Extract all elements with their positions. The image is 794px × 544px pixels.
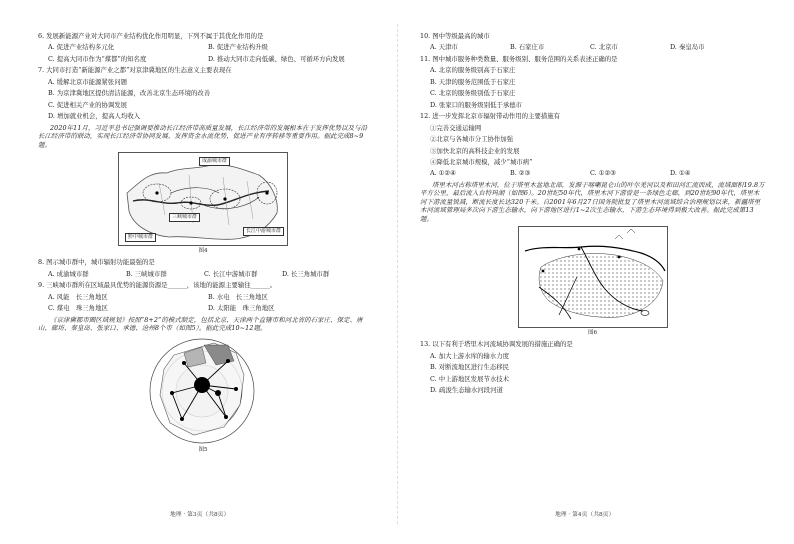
page-footer-left: 地理 · 第3页（共8页） xyxy=(170,512,230,518)
option-d[interactable]: D. 推动大同市走向低碳、绿色、可循环方向发展 xyxy=(208,54,345,63)
context-paragraph-yangtze: 2020年11月，习近平总书记强调要推动长江经济带高质量发展，长江经济带的发展根本在于发挥优势以及与沿长江经济带的联动，实现长江经济带协同发展、发挥资金水流优势、促进产业有序转移等重要作用。据此完成8~9题。 xyxy=(38,123,368,149)
option-c[interactable]: C. 长江中游城市群 xyxy=(204,269,258,278)
option-a[interactable]: A. 促进产业结构多元化 xyxy=(48,43,115,52)
option-c[interactable]: C. 促进相关产业的协调发展 xyxy=(48,100,128,109)
option-a[interactable]: A. 缓解北京市能源紧张问题 xyxy=(48,77,127,86)
statement-2: ②北京与各城市分工协作加强 xyxy=(430,135,514,144)
page-footer-right: 地理 · 第4页（共8页） xyxy=(555,512,615,518)
option-a[interactable]: A. ①②④ xyxy=(430,169,456,178)
option-a[interactable]: A. 天津市 xyxy=(430,43,458,52)
option-a[interactable]: A. 成渝城市群 xyxy=(48,269,89,278)
option-c[interactable]: C. 北京市 xyxy=(590,43,618,52)
right-page xyxy=(420,32,765,398)
option-a[interactable]: A. 北京的服务级别高于石家庄 xyxy=(430,66,516,75)
option-d[interactable]: D. 张家口的服务级别低于承德市 xyxy=(430,100,523,109)
option-d[interactable]: D. 疏浚生态输水河段河道 xyxy=(430,386,503,395)
question-stem: 12. 进一步发挥北京市辐射带动作用的主要措施有 xyxy=(420,112,561,121)
option-c[interactable]: C. ①②③ xyxy=(590,169,616,178)
option-d[interactable]: D. ①④ xyxy=(670,169,691,178)
option-b[interactable]: B. 天津的服务范围低于石家庄 xyxy=(430,77,516,86)
option-d[interactable]: D. 太阳能 珠三角地区 xyxy=(208,304,275,313)
question-stem: 9. 三峡城市群所在区域最具优势的能源资源是______，该地的能源主要输往______。 xyxy=(38,281,277,290)
question-10 xyxy=(420,32,765,52)
option-d[interactable]: D. 秦皇岛市 xyxy=(670,43,705,52)
label-qianzhong: 黔中城市群 xyxy=(125,233,156,242)
option-a[interactable]: A. 加大上游水库的输水力度 xyxy=(430,351,509,360)
question-6 xyxy=(38,32,368,63)
question-9 xyxy=(38,281,368,312)
tarim-basin-map-icon xyxy=(519,227,667,327)
context-paragraph-tarim: 塔里木河古称塔里木河，位于塔里木盆地北部，发源于喀喇昆仑山的叶尔羌河以及和田河汇流而成，流域面积19.8万平方公里，最后流入台特玛湖（如图6）。20世纪50年代，塔里木河下游曾是一条绿色走廊，到20世纪90年代，塔里木河下游流量锐减，断流长度长达320千米。自2001年6月27日国务院批复了塔里木河流域综合治理规划以来，新疆塔里木河流域管理局多次向下游生态输水，向下游地区进行1~2次生态输水，下游生态环境得到极大改善。据此完成第13题。 xyxy=(420,180,765,223)
label-chengyu: 成渝城市群 xyxy=(199,157,230,166)
left-page xyxy=(38,32,368,458)
option-b[interactable]: B. 水电 长三角地区 xyxy=(208,292,268,301)
option-b[interactable]: B. 三峡城市群 xyxy=(126,269,167,278)
jingjinji-map-icon xyxy=(144,335,262,445)
figure-5-caption: 图5 xyxy=(198,447,208,454)
question-stem: 11. 图中城市服务种类数量、服务级别、服务范围的关系表述正确的是 xyxy=(420,54,618,63)
statement-3: ③加快北京的高科技企业的发展 xyxy=(430,146,520,155)
figure-4-map xyxy=(118,152,288,246)
option-c[interactable]: C. 提高大同市作为“煤都”的知名度 xyxy=(48,54,147,63)
page-fold xyxy=(397,24,398,524)
label-sanxia: 三峡城市群 xyxy=(169,213,200,222)
context-paragraph-jingjinji: 《京津冀都市圈区域规划》按照“8+2”的模式制定，包括北京、天津两个直辖市和河北省的石家庄、保定、唐山、廊坊、秦皇岛、张家口、承德、沧州8个市（如图5）。据此完成10~12题。 xyxy=(38,315,363,332)
question-stem: 10. 图中等级最高的城市 xyxy=(420,32,490,40)
option-c[interactable]: C. 中上游地区发展节水技术 xyxy=(430,374,510,383)
option-a[interactable]: A. 风能 长三角地区 xyxy=(48,292,108,301)
question-11 xyxy=(420,55,765,109)
question-7 xyxy=(38,66,368,120)
statement-1: ①完善交通运输网 xyxy=(430,123,482,132)
figure-4-caption: 图4 xyxy=(198,247,208,254)
question-13 xyxy=(420,340,765,394)
figure-5-map xyxy=(144,335,262,445)
option-c[interactable]: C. 北京的服务级别低于石家庄 xyxy=(430,89,516,98)
option-c[interactable]: C. 煤电 珠三角地区 xyxy=(48,304,108,313)
label-changjiang-mid: 长江中游城市群 xyxy=(243,227,284,236)
option-d[interactable]: D. 长三角城市群 xyxy=(282,269,330,278)
statement-4: ④降低北京城市规模，减少“城市病” xyxy=(430,157,533,166)
option-b[interactable]: B. 对断流地区进行生态移民 xyxy=(430,363,510,372)
question-stem: 8. 图示城市群中，城市辐射功能最强的是 xyxy=(38,258,155,267)
option-b[interactable]: B. ②③ xyxy=(510,169,531,178)
question-stem: 6. 发展新能源产业对大同市产业结构优化作用明显，下列不属于其优化作用的是 xyxy=(38,32,264,40)
question-stem: 7. 大同市打造“新能源产业之都”对京津冀地区的生态意义主要表现在 xyxy=(38,66,232,75)
figure-6-caption: 图6 xyxy=(588,330,597,337)
option-b[interactable]: B. 促进产业结构升级 xyxy=(208,43,268,52)
question-12 xyxy=(420,112,765,178)
option-d[interactable]: D. 增加就业机会，提高人均收入 xyxy=(48,112,141,121)
question-8 xyxy=(38,258,368,278)
option-b[interactable]: B. 石家庄市 xyxy=(510,43,545,52)
question-stem: 13. 以下有利于塔里木河流域协调发展的措施正确的是 xyxy=(420,340,573,349)
option-b[interactable]: B. 为京津冀地区提供清洁能源，改善北京生态环境的改善 xyxy=(48,89,211,98)
figure-6-map xyxy=(518,226,668,328)
